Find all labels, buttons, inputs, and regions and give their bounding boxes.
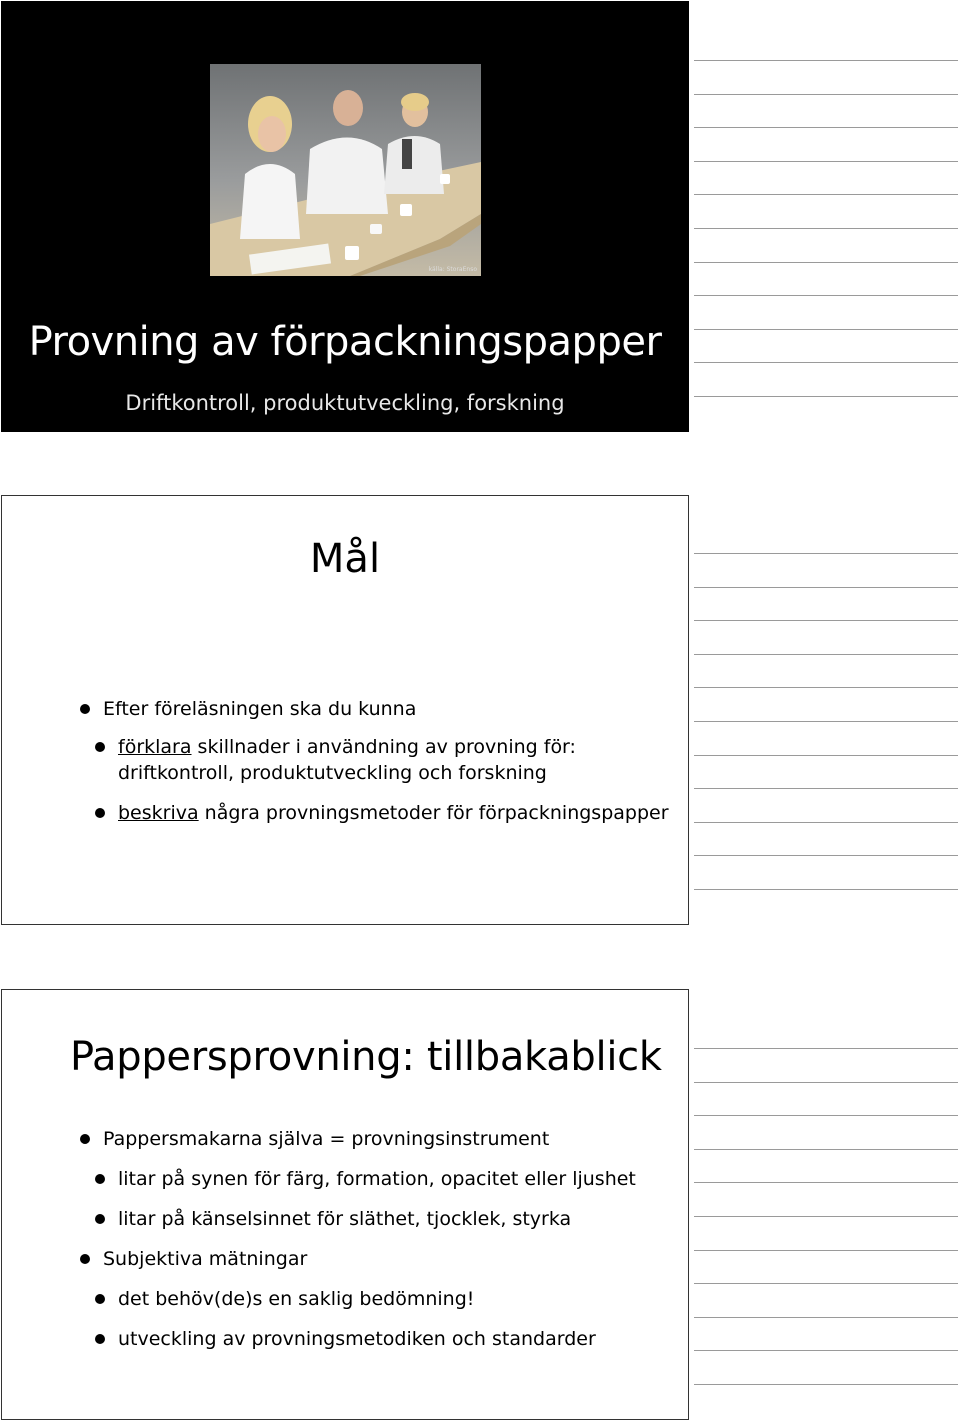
note-line xyxy=(694,1250,958,1251)
note-line xyxy=(694,295,958,296)
slide-title: Mål xyxy=(309,536,381,582)
bullet-list xyxy=(2,1126,636,1352)
bullet-text: Efter föreläsningen ska du kunna xyxy=(103,698,417,720)
note-line xyxy=(694,228,958,229)
note-line xyxy=(694,262,958,263)
note-line xyxy=(694,1115,958,1116)
note-line xyxy=(694,788,958,789)
note-line xyxy=(694,161,958,162)
slide-title: Pappersprovning: tillbakablick xyxy=(70,1034,662,1080)
list-item: Pappersmakarna själva = provningsinstrument xyxy=(2,1126,636,1152)
note-line xyxy=(694,94,958,95)
bullet-keyword: beskriva xyxy=(118,802,199,824)
slide-title: Provning av förpackningspapper xyxy=(28,319,662,365)
note-line xyxy=(694,1048,958,1049)
note-line xyxy=(694,362,958,363)
list-item: Subjektiva mätningar xyxy=(2,1246,636,1272)
photo-credit: källa: StoraEnso xyxy=(428,266,477,273)
list-item: det behöv(de)s en saklig bedömning! xyxy=(2,1286,636,1312)
note-line xyxy=(694,1350,958,1351)
note-line xyxy=(694,587,958,588)
list-item: litar på känselsinnet för släthet, tjocklek, styrka xyxy=(2,1206,636,1232)
slide-subtitle: Driftkontroll, produktutveckling, forskning xyxy=(125,391,565,415)
bullet-keyword: förklara xyxy=(118,736,192,758)
goals-slide xyxy=(1,495,689,925)
note-line xyxy=(694,721,958,722)
note-line xyxy=(694,127,958,128)
note-line xyxy=(694,1384,958,1385)
note-line xyxy=(694,687,958,688)
list-item: litar på synen för färg, formation, opacitet eller ljushet xyxy=(2,1166,636,1192)
title-slide xyxy=(1,1,689,432)
list-item xyxy=(2,734,669,786)
list-item xyxy=(2,800,669,826)
tasting-panel-photo xyxy=(210,64,481,276)
note-line xyxy=(694,553,958,554)
history-slide xyxy=(1,989,689,1420)
note-line xyxy=(694,654,958,655)
photo-illustration xyxy=(210,64,481,276)
note-line xyxy=(694,1149,958,1150)
note-line xyxy=(694,1317,958,1318)
note-line xyxy=(694,60,958,61)
note-line xyxy=(694,755,958,756)
bullet-list xyxy=(2,696,669,826)
bullet-text: skillnader i användning av provning för: xyxy=(191,736,576,758)
note-line xyxy=(694,1082,958,1083)
note-line xyxy=(694,1283,958,1284)
note-line xyxy=(694,620,958,621)
note-line xyxy=(694,855,958,856)
list-item xyxy=(2,696,669,722)
bullet-text-continued: driftkontroll, produktutveckling och forskning xyxy=(118,762,547,784)
note-line xyxy=(694,1216,958,1217)
note-line xyxy=(694,329,958,330)
note-line xyxy=(694,1182,958,1183)
note-line xyxy=(694,396,958,397)
note-line xyxy=(694,822,958,823)
bullet-text: några provningsmetoder för förpackningspapper xyxy=(198,802,669,824)
note-line xyxy=(694,889,958,890)
list-item: utveckling av provningsmetodiken och standarder xyxy=(2,1326,636,1352)
note-line xyxy=(694,194,958,195)
